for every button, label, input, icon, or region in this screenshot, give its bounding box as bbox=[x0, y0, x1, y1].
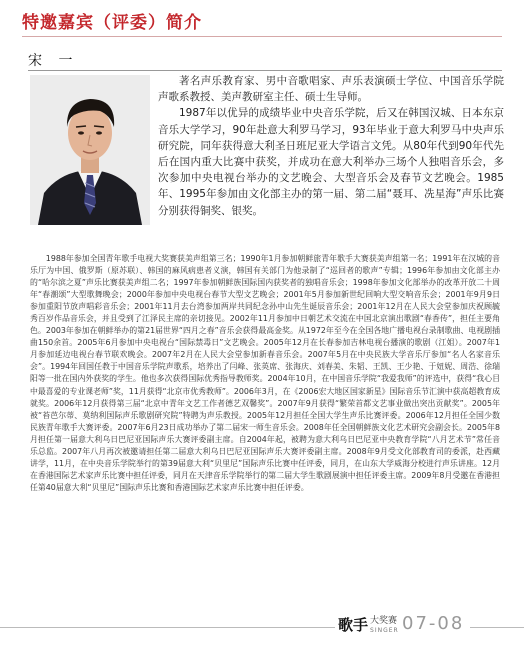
biography-text bbox=[30, 253, 500, 494]
brand-name-cn: 大奖赛 bbox=[370, 616, 398, 626]
intro-text bbox=[158, 73, 504, 219]
brand-name-en: SINGER bbox=[370, 627, 399, 634]
footer-rule-left bbox=[0, 627, 335, 628]
brand-logo bbox=[338, 614, 399, 635]
section-title-rule bbox=[22, 36, 502, 37]
biography-paragraph: 1988年参加全国青年歌手电视大奖赛获美声组第三名；1990年1月参加朝鲜旅青年歌手大赛获美声组第一名；1991年在汉城的音乐厅为中国、俄罗斯（原苏联）、韩国的麻风病患者义演，韩国有关部门为他录制了“巡回者的歌声”专辑；1996年参加由文化部主办的“哈尔滨之夏”声乐比赛获美声组二名；1997年参加朝鲜族国际国内获奖者的独唱音乐会；1998年参加文化部举办的改革开放二十周年“春潮颂”大型歌舞晚会；2000年参加中央电视台春节大型文艺晚会；2001年5月参加新世纪回响大型交响音乐会；2001年9月9日参加重阳节放声唱彩音乐会；2001年11月去台湾参加两岸共同纪念孙中山先生诞辰音乐会；2001年12月在人民大会堂参加庆祝顾毓秀百岁作品音乐会，并且受到了江泽民主席的亲切接见。2002年11月参加中日朝艺术交流在中国北京演出歌剧“春香传”，担任主要角色。2003年参加在朝鲜举办的第21届世界“四月之春”音乐会获得最高金奖。从1972年至今在全国各地广播电视台录制歌曲、电视剧插曲150余首。2005年6月参加中央电视台“国际禁毒日”文艺晚会。2005年12月在长春参加吉林电视台播演的歌剧（江姐）。2007年1月参加延边电视台春节联欢晚会。2007年2月在人民大会堂参加新春音乐会。2007年5月在中央民族大学音乐厅参加“名人名家音乐会”。1994年回国任教于中国音乐学院声歌系，培养出了闫峰、张英席、张海庆、刘春美、朱韬、王凯、王少艳、于妞妮、周浩、徐瑞阳等一批在国内外获奖的学生。他也多次获得国际优秀指导教师奖。2004年10月，在中国音乐学院“我爱我师”的评选中，获得“我心目中最喜爱的专业课老师”奖，11月获得“北京市优秀教师”。2006年3月，在《2006宏大地区国家新星》国际音乐节汇演中获高超教育成就奖。2006年12月获得第三届“北京中青年文艺工作者德艺双馨奖”。2007年9月获得“繁荣首都文艺事业做出突出贡献奖”。2005年被“苔芭尔蒂、莫纳利国际声乐歌剧研究院”特聘为声乐教授。2005年12月担任全国大学生声乐比赛评委。2006年12月担任全国少数民族青年歌手大赛评委。2007年6月23日成功举办了第二届宋一师生音乐会。2008年任全国朝鲜族文化艺术研究会副会长。2005年8月担任第一届意大利乌日巴尼亚国际声乐大赛评委副主席。自2004年起，被聘为意大利乌日巴尼亚中央教育学院“八月艺术节”常任音乐总监。2007年八月再次被邀请担任第二届意大利乌日巴尼亚国际声乐大赛评委副主席。2008年9月受文化部教育司的委派，赴西藏讲学，11月，在中央音乐学院举行的第39届意大利“贝里尼”国际声乐比赛中任评委，同月，在山东大学威海分校进行声乐讲座。12月在香港国际艺术家声乐比赛中担任评委，同月在天津音乐学院举行的第二届大学生歌剧展演中担任评委主席。2009年8月受邀在香港担任第40届意大利“贝里尼”国际声乐比赛和香港国际艺术家声乐比赛中担任评委。 bbox=[30, 254, 500, 492]
intro-paragraph: 著名声乐教育家、男中音歌唱家、声乐表演硕士学位、中国音乐学院声歌系教授、美声教研室主任、硕士生导师。 bbox=[158, 75, 504, 104]
portrait-photo bbox=[30, 75, 150, 225]
brand-mark: 歌手 bbox=[338, 616, 369, 634]
person-name: 宋 一 bbox=[28, 53, 79, 69]
page-numbers: 07-08 bbox=[402, 613, 465, 634]
name-rule bbox=[28, 70, 502, 71]
footer-rule-right bbox=[470, 627, 524, 628]
intro-paragraph: 1987年以优异的成绩毕业中央音乐学院，后又在韩国汉城、日本东京音乐大学学习，90年赴意大利罗马学习，93年毕业于意大利罗马中央声乐研究院，同年获得意大利圣日班尼亚大学语言文凭。从80年代到90年代先后在国内重大比赛中获奖，并成功在意大利举办三场个人独唱音乐会，多次参加中央电视台举办的文艺晚会、大型音乐会及春节文艺晚会。1985年、1995年参加由文化部主办的第一届、第二届“聂耳、冼星海”声乐比赛分别获得铜奖、银奖。 bbox=[158, 107, 504, 217]
section-title: 特邀嘉宾（评委）简介 bbox=[22, 13, 202, 33]
